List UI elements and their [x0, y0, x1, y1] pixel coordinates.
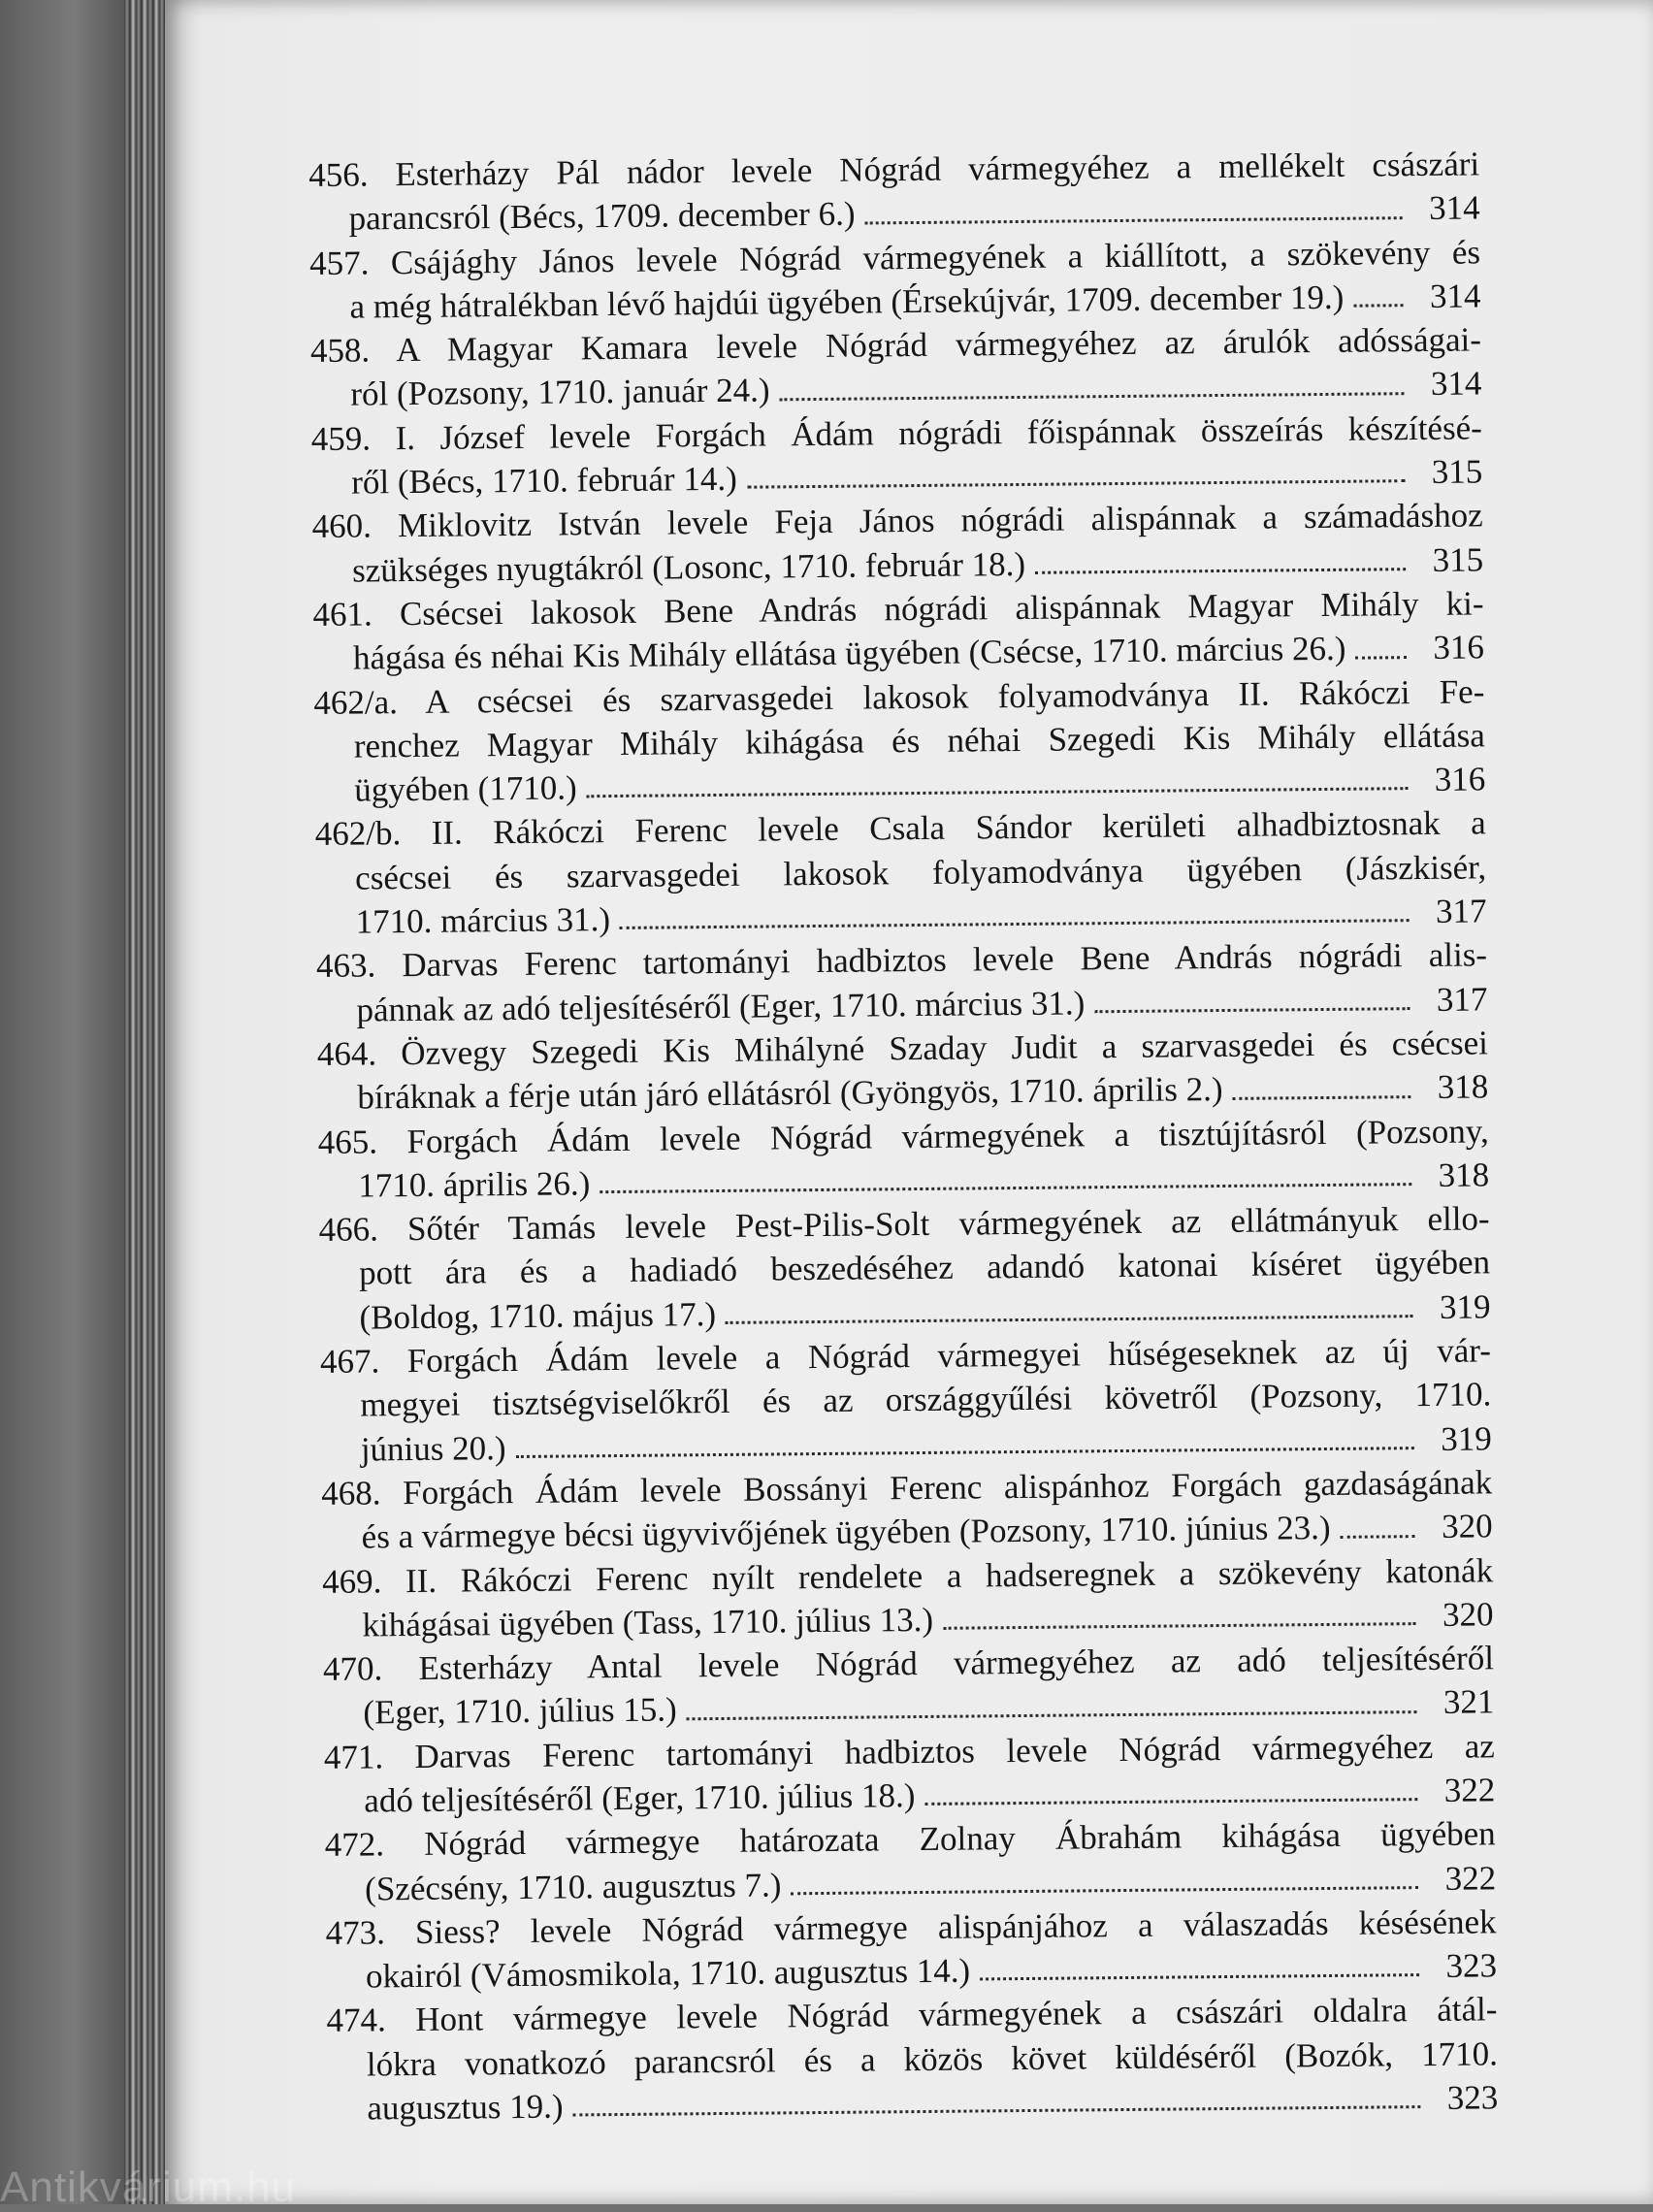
toc-page-number: 320 — [1441, 1507, 1493, 1546]
toc-page-number: 318 — [1438, 1155, 1490, 1194]
toc-page-number: 314 — [1429, 276, 1481, 315]
dot-leader — [726, 1315, 1413, 1324]
toc-entry-line: 464. Özvegy Szegedi Kis Mihályné Szaday Judit a szarvasgedei és csécsei — [316, 1024, 1489, 1073]
toc-page-number: 322 — [1443, 1771, 1496, 1809]
watermark: Antikvárium.hu — [0, 2163, 297, 2211]
dot-leader — [1035, 568, 1406, 574]
toc-entry-title: (Szécsény, 1710. augusztus 7.) — [364, 1865, 782, 1908]
toc-entry-title: okairól (Vámosmikola, 1710. augusztus 14.) — [365, 1951, 971, 1996]
toc-entry-line: megyei tisztségviselőkről és az országgyűlési követről (Pozsony, 1710. — [360, 1375, 1492, 1424]
toc-page-number: 314 — [1428, 188, 1480, 228]
toc-page-number: 317 — [1436, 980, 1488, 1019]
toc-entry-line: 458. A Magyar Kamara levele Nógrád vármegyéhez az árulók adósságai- — [309, 320, 1482, 371]
dot-leader — [1233, 1095, 1411, 1100]
toc-page-number: 319 — [1441, 1418, 1492, 1458]
table-of-contents — [308, 142, 1499, 2131]
toc-entry-title: bíráknak a férje után járó ellátásról (Gyöngyös, 1710. április 2.) — [357, 1070, 1223, 1117]
toc-entry — [311, 494, 1483, 593]
toc-entry-title: június 20.) — [360, 1428, 506, 1469]
toc-entry — [323, 1636, 1495, 1735]
toc-page-number: 314 — [1430, 364, 1482, 404]
toc-entry-title: ügyében (1710.) — [354, 768, 577, 809]
toc-entry-line: renchez Magyar Mihály kihágása és néhai Szegedi Kis Mihály ellátása — [353, 716, 1486, 765]
dot-leader — [780, 392, 1405, 401]
toc-entry-line: lókra vonatkozó parancsról és a közös követ küldéséről (Bozók, 1710. — [366, 2034, 1499, 2084]
toc-entry — [326, 1988, 1498, 2131]
dot-leader — [573, 2105, 1421, 2116]
toc-entry — [308, 142, 1480, 241]
toc-entry — [310, 318, 1482, 417]
toc-entry-title: (Boldog, 1710. május 17.) — [359, 1294, 717, 1337]
toc-entry-title: a még hátralékban lévő hajdúi ügyében (Érsekújvár, 1709. december 19.) — [349, 277, 1345, 326]
dot-leader — [865, 216, 1403, 224]
background-surface — [0, 0, 124, 2204]
toc-page-number: 316 — [1433, 628, 1485, 667]
dot-leader — [943, 1622, 1415, 1630]
dot-leader — [1355, 656, 1407, 660]
toc-entry — [317, 1021, 1489, 1120]
toc-entry — [321, 1460, 1493, 1559]
toc-entry-title: és a vármegye bécsi ügyvivőjének ügyében (Pozsony, 1710. június 23.) — [361, 1509, 1331, 1556]
toc-page-number: 316 — [1434, 760, 1486, 799]
toc-entry-line: 469. II. Rákóczi Ferenc nyílt rendelete a hadseregnek a szökevény katonák — [321, 1550, 1494, 1601]
toc-entry-title: (Eger, 1710. július 15.) — [363, 1690, 677, 1732]
toc-entry-line: 466. Sőtér Tamás levele Pest-Pilis-Solt vármegyének az ellátmányuk ello- — [318, 1199, 1490, 1250]
toc-entry — [325, 1812, 1497, 1911]
toc-entry-line: 462/b. II. Rákóczi Ferenc levele Csala Sándor kerületi alhadbiztosnak a — [314, 803, 1486, 854]
toc-entry-line: 474. Hont vármegye levele Nógrád vármegyének a császári oldalra átál- — [326, 1990, 1498, 2040]
toc-entry-line: 461. Csécsei lakosok Bene András nógrádi alispánnak Magyar Mihály ki- — [312, 584, 1484, 634]
toc-page-number: 317 — [1435, 892, 1487, 930]
toc-entry — [320, 1328, 1492, 1471]
dot-leader — [620, 919, 1410, 929]
dot-leader — [747, 480, 1405, 490]
toc-entry-title: adó teljesítéséről (Eger, 1710. július 18.) — [364, 1776, 916, 1820]
toc-entry — [313, 669, 1485, 812]
toc-entry-line: 456. Esterházy Pál nádor levele Nógrád vármegyéhez a mellékelt császári — [308, 145, 1480, 194]
toc-entry — [309, 230, 1481, 329]
toc-entry-line: 473. Siess? levele Nógrád vármegye alispánjához a válaszadás késésének — [325, 1903, 1497, 1952]
toc-entry-line: 459. I. József levele Forgách Ádám nógrádi főispánnak összeírás készítésé- — [310, 408, 1482, 458]
toc-entry-title: 1710. április 26.) — [358, 1164, 591, 1205]
toc-entry-title: ról (Pozsony, 1710. január 24.) — [350, 371, 770, 414]
toc-entry-line: 472. Nógrád vármegye határozata Zolnay Ábrahám kihágása ügyében — [324, 1814, 1496, 1865]
toc-entry-line: pott ára és a hadiadó beszedéséhez adandó katonai kíséret ügyében — [358, 1243, 1491, 1292]
toc-entry-line: csécsei és szarvasgedei lakosok folyamodványa ügyében (Jászkisér, — [354, 848, 1487, 897]
dot-leader — [980, 1974, 1419, 1981]
toc-entry — [324, 1724, 1496, 1823]
toc-entry — [315, 801, 1487, 944]
toc-entry-line: 460. Miklovitz István levele Feja János nógrádi alispánnak a számadáshoz — [311, 496, 1483, 546]
toc-entry — [311, 406, 1483, 504]
toc-page-number: 323 — [1445, 1946, 1498, 1986]
toc-page-number: 315 — [1432, 540, 1484, 579]
dot-leader — [516, 1447, 1414, 1458]
toc-page-number: 323 — [1446, 2078, 1499, 2117]
book-spine — [124, 0, 165, 2204]
toc-page-number: 321 — [1442, 1682, 1495, 1722]
toc-entry-title: 1710. március 31.) — [355, 900, 611, 941]
dot-leader — [587, 788, 1409, 798]
toc-entry-line: 468. Forgách Ádám levele Bossányi Ferenc alispánhoz Forgách gazdaságának — [321, 1463, 1493, 1513]
toc-entry-title: augusztus 19.) — [367, 2087, 564, 2128]
toc-entry — [322, 1548, 1494, 1647]
toc-entry — [318, 1196, 1490, 1339]
toc-entry — [316, 933, 1488, 1032]
dot-leader — [792, 1886, 1419, 1895]
toc-page-number: 318 — [1437, 1067, 1489, 1107]
toc-page-number: 322 — [1444, 1858, 1497, 1898]
toc-page-number: 315 — [1431, 452, 1483, 491]
toc-entry-title: pánnak az adó teljesítéséről (Eger, 1710. március 31.) — [356, 983, 1086, 1029]
toc-entry-line: 463. Darvas Ferenc tartományi hadbiztos levele Bene András nógrádi alis- — [315, 935, 1488, 986]
toc-entry — [325, 1900, 1497, 1999]
toc-entry-title: szükséges nyugtákról (Losonc, 1710. február 18.) — [351, 544, 1026, 590]
dot-leader — [687, 1710, 1417, 1720]
toc-entry-line: 470. Esterházy Antal levele Nógrád vármegyéhez az adó teljesítéséről — [322, 1639, 1495, 1689]
dot-leader — [925, 1798, 1418, 1805]
toc-entry-title: parancsról (Bécs, 1709. december 6.) — [348, 194, 856, 238]
toc-entry-title: kihágásai ügyében (Tass, 1710. július 13.) — [362, 1600, 934, 1644]
toc-page-number: 320 — [1442, 1595, 1494, 1634]
dot-leader — [1094, 1007, 1410, 1013]
toc-entry-line: 462/a. A csécsei és szarvasgedei lakosok folyamodványa II. Rákóczi Fe- — [313, 671, 1485, 722]
toc-entry-line: 457. Csájághy János levele Nógrád vármegyének a kiállított, a szökevény és — [308, 233, 1481, 282]
toc-entry-title: hágása és néhai Kis Mihály ellátása ügyében (Csécse, 1710. március 26.) — [352, 630, 1346, 677]
toc-entry-line: 471. Darvas Ferenc tartományi hadbiztos levele Nógrád vármegyéhez az — [323, 1727, 1496, 1776]
toc-entry-line: 467. Forgách Ádám levele a Nógrád vármegyei hűségeseknek az új vár- — [319, 1331, 1492, 1381]
toc-entry-title: ről (Bécs, 1710. február 14.) — [351, 459, 737, 502]
toc-page-number: 319 — [1439, 1287, 1491, 1326]
dot-leader — [1353, 304, 1403, 307]
toc-entry-line: 465. Forgách Ádám levele Nógrád vármegyének a tisztújításról (Pozsony, — [317, 1111, 1489, 1161]
toc-entry — [318, 1109, 1490, 1208]
dot-leader — [600, 1183, 1411, 1193]
dot-leader — [1341, 1535, 1415, 1539]
toc-entry — [312, 581, 1484, 680]
